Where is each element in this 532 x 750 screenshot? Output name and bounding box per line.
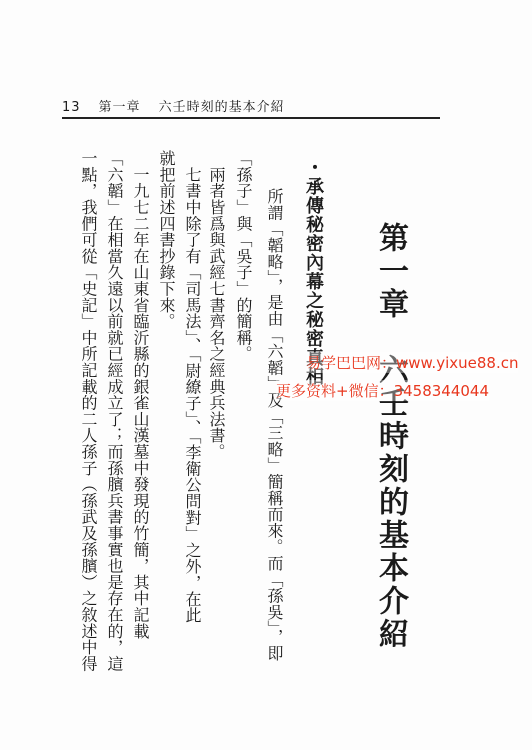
header-chapter: 第一章 bbox=[98, 100, 141, 115]
header-title: 六壬時刻的基本介紹 bbox=[158, 100, 285, 115]
watermark-contact: 更多资料+微信：3458344044 bbox=[276, 382, 490, 400]
text-column-1: 所謂「韜略」，是由「六韜」及「三略」簡稱而來。而「孫吳」，即 bbox=[265, 188, 284, 661]
text-column-8: 一點，我們可從「史記」中所記載的二人孫子（孫武及孫臏）之敘述中得 bbox=[79, 150, 98, 672]
chapter-title: 第一章 六壬時刻的基本介紹 bbox=[373, 222, 408, 651]
text-column-6: 一九七二年在山東省臨沂縣的銀雀山漢墓中發現的竹簡，其中記載 bbox=[131, 150, 150, 639]
text-column-3: 兩者皆爲與武經七書齊名之經典兵法書。 bbox=[207, 150, 226, 460]
text-column-4: 七書中除了有「司馬法」、「尉繚子」、「李衛公問對」之外，在此 bbox=[183, 150, 202, 624]
text-column-7: 「六韜」在相當久遠以前就已經成立了；而孫臏兵書事實也是存在的，這 bbox=[105, 150, 124, 672]
section-heading: ・承傳秘密內幕之秘密真相 bbox=[303, 158, 324, 386]
text-column-2: 「孫子」與「吳子」的簡稱。 bbox=[234, 150, 253, 362]
page-number: 13 bbox=[62, 100, 81, 115]
watermark-site: 易学巴巴网：www.yixue88.cn bbox=[306, 354, 519, 372]
header-rule bbox=[62, 117, 440, 119]
running-header bbox=[62, 96, 285, 115]
text-column-5: 就把前述四書抄錄下來。 bbox=[157, 150, 176, 330]
